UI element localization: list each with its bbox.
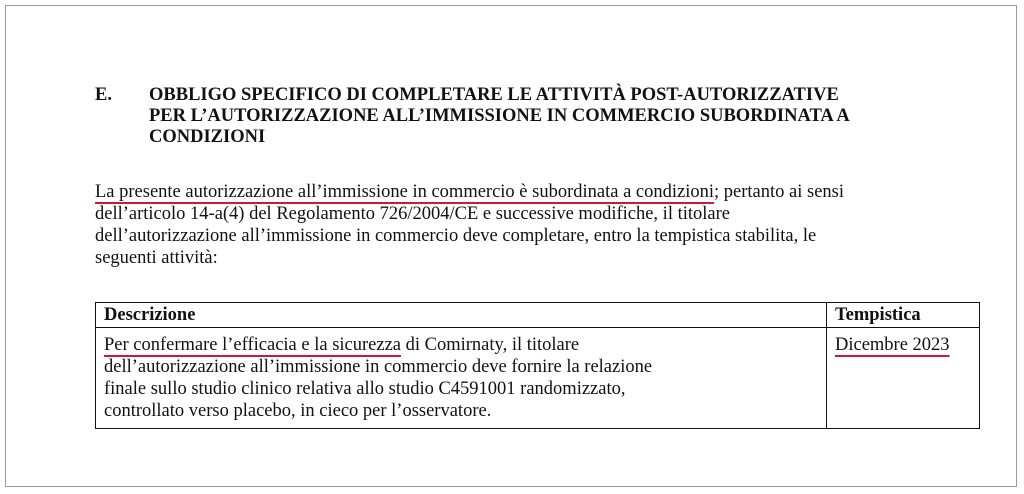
section-title-line-3: CONDIZIONI <box>149 127 266 147</box>
description-line-2: dell’autorizzazione all’immissione in commercio deve fornire la relazione <box>104 357 653 377</box>
description-line-3: finale sullo studio clinico relativa allo studio C4591001 randomizzato, <box>104 379 626 399</box>
description-line-1-rest: di Comirnaty, il titolare <box>401 335 580 355</box>
paragraph-highlight: La presente autorizzazione all’immissione in commercio è subordinata a condizioni <box>95 182 715 202</box>
section-number: E. <box>95 85 112 105</box>
description-cell <box>96 328 827 429</box>
table-row <box>96 328 980 429</box>
deadline-cell <box>827 328 980 429</box>
paragraph-line-1-rest: ; pertanto ai sensi <box>714 182 844 202</box>
header-tempistica: Tempistica <box>827 303 980 328</box>
description-line-1 <box>104 334 818 356</box>
section-title-line-2: PER L’AUTORIZZAZIONE ALL’IMMISSIONE IN COMMERCIO SUBORDINATA A <box>149 106 850 126</box>
intro-paragraph <box>95 181 955 269</box>
section-title-line-1: OBBLIGO SPECIFICO DI COMPLETARE LE ATTIVITÀ POST-AUTORIZZATIVE <box>149 85 839 105</box>
section-title <box>149 85 979 148</box>
paragraph-line-3: dell’autorizzazione all’immissione in commercio deve completare, entro la tempistica stabilita, le <box>95 226 817 246</box>
deadline-value: Dicembre 2023 <box>835 335 950 355</box>
paragraph-line-4: seguenti attività: <box>95 248 218 268</box>
paragraph-line-1 <box>95 181 955 203</box>
paragraph-line-2: dell’articolo 14-a(4) del Regolamento 726/2004/CE e successive modifiche, il titolare <box>95 204 730 224</box>
table-header-row <box>96 303 980 328</box>
header-descrizione: Descrizione <box>96 303 827 328</box>
document-frame <box>5 5 1017 487</box>
obligations-table <box>95 302 980 429</box>
description-highlight: Per confermare l’efficacia e la sicurezza <box>104 335 401 355</box>
description-line-4: controllato verso placebo, in cieco per l’osservatore. <box>104 401 492 421</box>
